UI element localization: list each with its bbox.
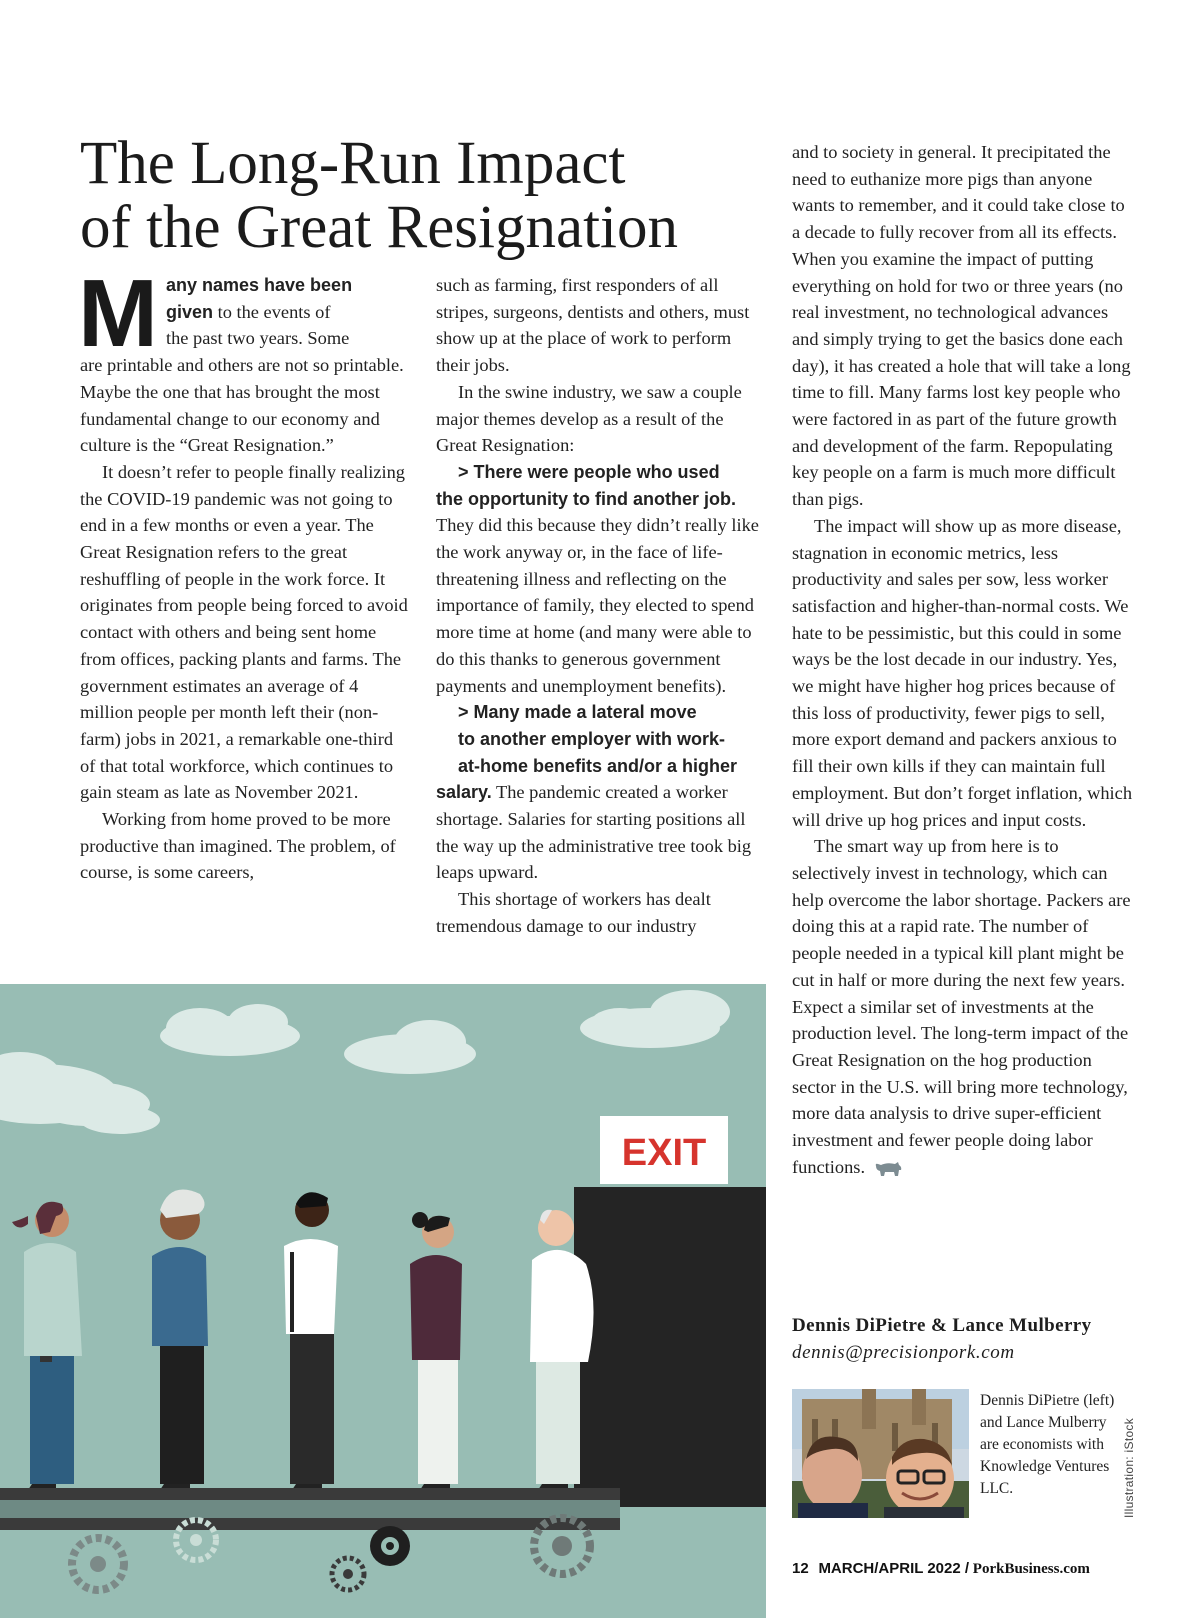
photo-caption: Dennis DiPietre (left) and Lance Mulberry are economists with Knowledge Ventures LLC. [980,1392,1115,1497]
conveyor-bottom [0,1518,620,1530]
title-line-1: The Long-Run Impact [80,130,626,197]
author-names: Dennis DiPietre & Lance Mulberry [792,1315,1092,1336]
bullet-2-heading-l3: at-home benefits and/or a higher [458,755,738,776]
author-email-link[interactable]: dennis@precisionpork.com [792,1342,1015,1363]
paragraph-5: In the swine industry, we saw a couple major themes develop as a result of the Great Resignation: [436,381,742,456]
column-1 [78,260,410,886]
title-line-2: of the Great Resignation [80,194,678,261]
paragraph-8: The impact will show up as more disease, stagnation in economic metrics, less productivity and sales per sow, less worker satisfaction and higher-than-normal costs. We hate to be pessimistic, but this could in some ways be the lost decade in our industry. Yes, we might have higher hog prices because of this loss of productivity, fewer pigs to sell, more export demand and packers anxious to fill their own kills if they can maintain full employment. But don’t forget inflation, which will drive up hog prices and input costs. [792,515,1133,830]
conveyor-top [0,1488,620,1500]
exit-line-illustration [0,984,766,1618]
site-link[interactable]: PorkBusiness.com [972,1561,1090,1577]
bullet-2 [436,699,766,886]
conveyor-track [0,1500,620,1518]
paragraph-4: such as farming, first responders of all stripes, surgeons, dentists and others, must show up at the place of work to perform their jobs. [436,275,750,376]
page-footer [792,1560,1090,1578]
paragraph-3: Working from home proved to be more productive than imagined. The problem, of course, is some careers, [80,809,396,883]
paragraph-7: and to society in general. It precipitated the need to euthanize more pigs than anyone wants to remember, and it could take close to a decade to fully recover from all its effects. When you examine the impact of putting everything on hold for two or three years (no real investment, no technological advances and simply trying to get the basics done each day), it has created a hole that will take a long time to fill. Many farms lost key people who were factored in as part of the future growth and development of the farm. Repopulating key people on a farm is much more difficult than pigs. [792,142,1131,510]
column-3 [792,139,1132,1180]
pig-end-mark-icon [873,1160,903,1178]
lead-line-3: the past two years. Some [165,328,350,349]
bullet-1 [436,459,766,699]
paragraph-6: This shortage of workers has dealt tremendous damage to our industry [436,889,711,936]
bullet-1-heading-l2: the opportunity to find another job. [436,488,736,509]
article-title [80,132,760,260]
drop-cap: M [78,260,158,367]
bullet-2-heading-l2: to another employer with work- [458,728,726,749]
bullet-1-heading-l1: > There were people who used [458,461,720,482]
lead-line-2: to the events of [212,301,331,322]
exit-door [574,1187,766,1507]
paragraph-2: It doesn’t refer to people finally realizing the COVID-19 pandemic was not going to end in a few months or even a year. The Great Resignation refers to the great reshuffling of people in the work force. It originates from people being forced to avoid contact with others and being sent home from offices, packing plants and farms. The government estimates an average of 4 million people per month left their (non-farm) jobs in 2021, a remarkable one-third of that total workforce, which continues to gain steam as late as November 2021. [80,461,408,803]
bullet-1-text: They did this because they didn’t really like the work anyway or, in the face of life-threatening illness and reflecting on the importance of family, they elected to spend more time at home (and many were able to do this thanks to generous government payments and unemployment benefits). [436,515,759,696]
exit-sign-text: EXIT [621,1132,707,1174]
lead-bold-line-2: given [165,301,213,322]
author-block [792,1312,1152,1366]
lead-bold-line-1: any names have been [165,275,353,295]
bullet-2-text: The pandemic created a worker shortage. Salaries for starting positions all the way up the administrative tree took big leaps upward. [436,782,752,883]
paragraph-1-rest: are printable and others are not so printable. Maybe the one that has brought the most fundamental change to our economy and culture is the “Great Resignation.” [80,355,404,456]
page-number: 12 [792,1560,809,1577]
bullet-2-heading-l4: salary. [436,782,492,803]
paragraph-9 [792,833,1132,1180]
paragraph-9-text: The smart way up from here is to selectively invest in technology, which can help overcome the labor shortage. Packers are doing this at a rapid rate. The number of people needed in a typical kill plant might be cut in half or more during the next few years. Expect a similar set of investments at the production level. The long-term impact of the Great Resignation on the hog production sector in the U.S. will bring more technology, more data analysis to drive super-efficient investment and fewer people doing labor functions. [792,836,1131,1177]
bullet-2-heading-l1: > Many made a lateral move [458,702,697,723]
issue-date: MARCH/APRIL 2022 / [818,1560,970,1577]
paragraph-1 [78,260,410,459]
column-2 [436,272,766,940]
illustration-credit: Illustration: iStock [1122,1417,1136,1518]
author-photo [792,1389,969,1518]
